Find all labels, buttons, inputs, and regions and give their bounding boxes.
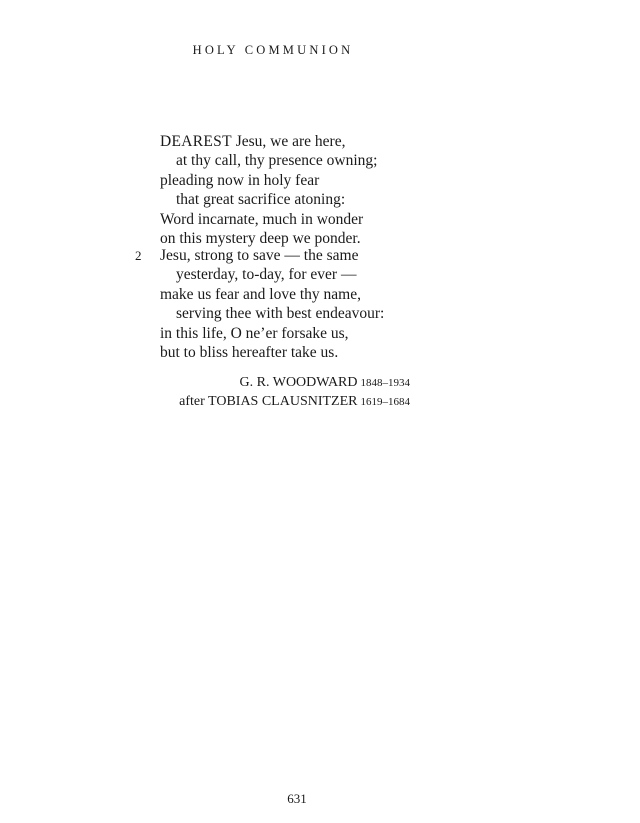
verse-line: serving thee with best endeavour:: [176, 305, 385, 323]
verse-number: 2: [135, 248, 142, 263]
running-head: HOLY COMMUNION: [192, 43, 354, 57]
verse-first-word: DEAREST: [160, 133, 232, 150]
verse-line: Word incarnate, much in wonder: [160, 210, 364, 228]
verse-line: that great sacrifice atoning:: [176, 191, 346, 209]
attribution-author: [0, 375, 410, 391]
attribution-source: [0, 394, 410, 410]
page-number: 631: [287, 791, 307, 806]
author-name: WOODWARD: [272, 375, 358, 390]
source-dates: 1619–1684: [360, 396, 410, 408]
verse-1: [160, 132, 377, 248]
author-dates: 1848–1934: [360, 377, 410, 389]
verse-line-text: Jesu, we are here,: [231, 133, 346, 150]
verse-line: make us fear and love thy name,: [160, 285, 361, 303]
author-prefix: G. R.: [239, 375, 273, 390]
source-name: TOBIAS CLAUSNITZER: [208, 394, 358, 409]
verse-2: [160, 246, 384, 362]
verse-line: in this life, O ne’er forsake us,: [160, 324, 349, 342]
verse-line: [160, 132, 377, 151]
verse-line: on this mystery deep we ponder.: [160, 230, 361, 248]
verse-line: at thy call, thy presence owning;: [176, 152, 378, 170]
verse-line: Jesu, strong to save — the same: [160, 247, 359, 264]
verse-line: but to bliss hereafter take us.: [160, 344, 339, 362]
verse-line: yesterday, to-day, for ever —: [176, 266, 357, 284]
verse-line: pleading now in holy fear: [160, 171, 320, 189]
source-prefix: after: [179, 394, 209, 409]
